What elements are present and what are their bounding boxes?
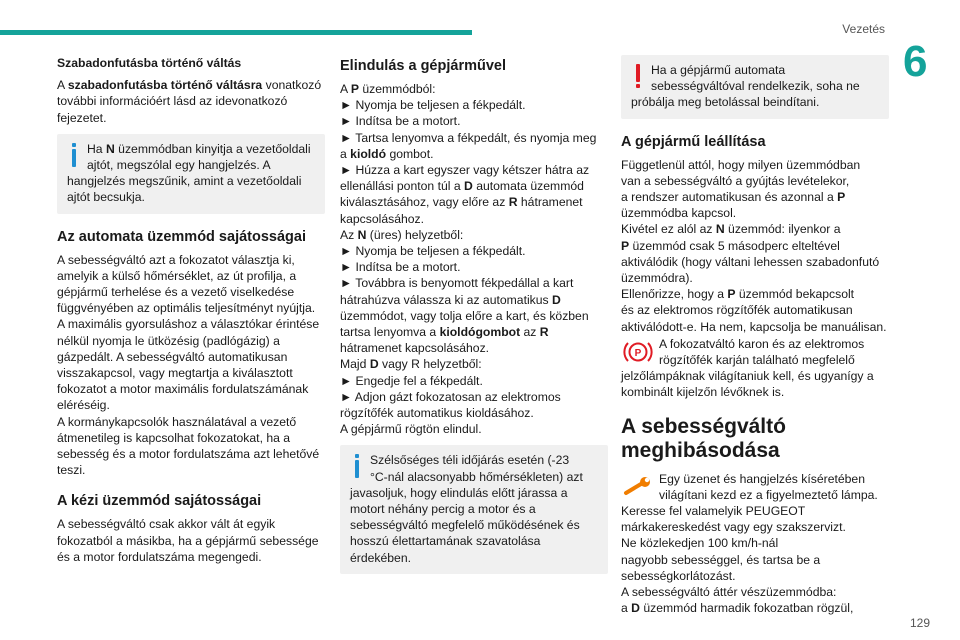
text-line bbox=[621, 238, 889, 254]
text-run: ajtót becsukja. bbox=[67, 190, 145, 205]
text-line: °C-nál alacsonyabb hőmérsékleten) azt bbox=[370, 469, 583, 484]
text-run: a bbox=[621, 601, 632, 616]
text-run: vagy R helyzetből: bbox=[378, 357, 482, 372]
text-run: és az elektromos rögzítőfék automatikusan bbox=[621, 303, 853, 318]
paragraph-auto-mode bbox=[57, 252, 325, 479]
text-run: ► Tartsa lenyomva a fékpedált, és nyomja meg bbox=[340, 130, 597, 145]
text-line: A fokozatváltó karon és az elektromos bbox=[659, 336, 865, 351]
info-note-door-text bbox=[67, 141, 317, 206]
text-line: A kormánykapcsolók használatával a vezető bbox=[57, 414, 297, 429]
heading-auto-mode: Az automata üzemmód sajátosságai bbox=[57, 228, 306, 245]
parking-brake-lamp-icon bbox=[621, 337, 655, 367]
text-line: Szélsőséges téli időjárás esetén (-23 bbox=[370, 453, 570, 468]
text-line: és a motor fordulatszáma megengedi. bbox=[57, 549, 262, 564]
text-line bbox=[621, 270, 889, 286]
text-run: sebességkorlátozást. bbox=[621, 568, 736, 583]
text-line bbox=[340, 113, 608, 129]
text-run: A gépjármű rögtön elindul. bbox=[340, 422, 482, 437]
text-run: hátramenet bbox=[517, 195, 583, 210]
text-line bbox=[340, 275, 608, 291]
text-line: fokozatot a motor maximális fordulatszámának bbox=[57, 382, 309, 397]
paragraph-manual-mode bbox=[57, 516, 325, 565]
info-note-door bbox=[57, 134, 325, 214]
text-line: A sebességváltó csak akkor vált át egyik bbox=[57, 517, 276, 532]
text-run: automata üzemmód bbox=[472, 179, 584, 194]
text-line bbox=[621, 189, 889, 205]
text-run: Ha bbox=[87, 141, 106, 156]
text-run: ► Nyomja be teljesen a fékpedált. bbox=[340, 98, 526, 113]
paragraph-fault bbox=[621, 503, 889, 616]
text-run: ► Adjon gázt fokozatosan az elektromos bbox=[340, 389, 561, 404]
heading-stopping: A gépjármű leállítása bbox=[621, 133, 766, 150]
text-run: ► Indítsa be a motort. bbox=[340, 114, 461, 129]
chapter-number: 6 bbox=[903, 37, 928, 86]
text-run: üzemmód csak 5 másodperc elteltével bbox=[629, 238, 840, 253]
text-run: hátrahúzva válassza ki az automatikus bbox=[340, 292, 553, 307]
text-line: Ha a gépjármű automata bbox=[651, 63, 786, 77]
text-line bbox=[621, 519, 889, 535]
text-line bbox=[621, 221, 889, 237]
bold-text: N bbox=[357, 227, 367, 242]
text-run: üzemmód bekapcsolt bbox=[735, 287, 855, 302]
text-run: ► Húzza a kart egyszer vagy kétszer hátra az bbox=[340, 163, 590, 178]
text-line: sebességváltó megfelelő működésének és bbox=[350, 518, 580, 533]
text-run: hangjelzés megszűnik, amint a vezetőoldali bbox=[67, 174, 302, 189]
bold-text: N bbox=[105, 141, 115, 156]
text-run: fejezetet. bbox=[57, 110, 107, 125]
text-run: Függetlenül attól, hogy milyen üzemmódban bbox=[621, 157, 861, 172]
fault-icon-text bbox=[621, 471, 889, 503]
lamp-paragraph-text bbox=[621, 336, 889, 401]
text-line bbox=[340, 130, 608, 146]
text-run: rögzítőfék automatikus kioldásához. bbox=[340, 406, 534, 421]
text-line: világítani kezd ez a figyelmeztető lámpa. bbox=[659, 487, 878, 502]
text-line: átmenetileg is kapcsolhat fokozatokat, ha a bbox=[57, 430, 291, 445]
text-run: tartsa lenyomva a bbox=[340, 325, 440, 340]
text-run: kapcsolásához. bbox=[340, 211, 425, 226]
bold-text: D bbox=[631, 601, 640, 616]
paragraph-starting bbox=[340, 81, 608, 437]
text-line: visszakapcsol, vagy megtartja a kiválasztott bbox=[57, 366, 293, 381]
text-run: ► Továbbra is benyomott fékpedállal a kart bbox=[340, 276, 574, 291]
bold-text: D bbox=[464, 179, 473, 194]
text-run: A bbox=[57, 78, 68, 93]
text-run: a bbox=[340, 146, 351, 161]
bold-text: N bbox=[715, 222, 725, 237]
text-line bbox=[340, 97, 608, 113]
text-run: van a sebességváltó a gyújtás levételekor, bbox=[621, 173, 850, 188]
text-line bbox=[621, 286, 889, 302]
page-number: 129 bbox=[909, 616, 930, 630]
text-line bbox=[621, 319, 889, 335]
text-line bbox=[340, 292, 608, 308]
text-run: üzemmód: ilyenkor a bbox=[724, 222, 841, 237]
text-line bbox=[340, 356, 608, 372]
text-run: üzemmód harmadik fokozatban rögzül, bbox=[639, 601, 854, 616]
text-line bbox=[340, 162, 608, 178]
text-line bbox=[621, 600, 889, 616]
text-line bbox=[340, 421, 608, 437]
bold-text: R bbox=[508, 195, 518, 210]
text-line bbox=[340, 373, 608, 389]
paragraph-freewheel bbox=[57, 77, 325, 126]
text-run: hátramenet kapcsolásához. bbox=[340, 341, 490, 356]
bold-text: kioldó bbox=[350, 146, 387, 161]
info-note-winter-text bbox=[350, 452, 600, 565]
text-line bbox=[340, 227, 608, 243]
text-run: vonatkozó bbox=[262, 78, 322, 93]
text-line bbox=[340, 194, 608, 210]
svg-text:P: P bbox=[634, 347, 642, 359]
text-run: Az bbox=[340, 227, 358, 242]
text-line bbox=[57, 110, 325, 126]
text-line bbox=[67, 157, 317, 173]
text-run: az bbox=[520, 325, 540, 340]
text-line: sebesség és a motor fordulatszáma azt lehetővé bbox=[57, 447, 320, 462]
warning-icon bbox=[631, 64, 645, 94]
text-line bbox=[340, 146, 608, 162]
text-line: gépjármű terhelése és a vezető viselkedése bbox=[57, 285, 295, 300]
column-3 bbox=[621, 55, 889, 616]
heading-freewheel: Szabadonfutásba történő váltás bbox=[57, 56, 242, 70]
text-run: ellenállási ponton túl a bbox=[340, 179, 464, 194]
header-accent-bar bbox=[0, 30, 472, 35]
text-line: A maximális gyorsuláshoz a választókar érintése bbox=[57, 317, 320, 332]
heading-gearbox-fault: A sebességváltó meghibásodása bbox=[621, 414, 786, 462]
text-line: A sebességváltó azt a fokozatot választja ki, bbox=[57, 252, 295, 267]
text-run: ► Indítsa be a motort. bbox=[340, 260, 461, 275]
info-icon bbox=[67, 143, 81, 173]
text-line bbox=[340, 308, 608, 324]
text-line bbox=[621, 205, 889, 221]
lamp-paragraph bbox=[621, 336, 889, 401]
text-line bbox=[621, 157, 889, 173]
text-run: aktiválódik (hogy váltani lehessen szabadonfutó bbox=[621, 254, 880, 269]
bold-text: P bbox=[350, 82, 359, 96]
text-line: hosszú élettartamának szavatolása bbox=[350, 534, 541, 549]
text-run: üzemmódra). bbox=[621, 271, 693, 286]
text-run: kiválasztásához, vagy előre az bbox=[340, 195, 509, 210]
text-line bbox=[340, 243, 608, 259]
text-line bbox=[621, 552, 889, 568]
column-1 bbox=[57, 55, 325, 565]
text-line: fokozatból a másikba, ha a gépjármű sebessége bbox=[57, 533, 319, 548]
text-line bbox=[621, 535, 889, 551]
text-run: Kivétel ez alól az bbox=[621, 222, 716, 237]
text-run: aktiválódott-e. Ha nem, kapcsolja be manuálisan. bbox=[621, 319, 887, 334]
text-line: jelzőlámpáknak világítaniuk kell, és ugyanígy a bbox=[621, 369, 874, 384]
fault-icon-paragraph bbox=[621, 471, 889, 503]
text-line: érdekében. bbox=[350, 550, 411, 565]
text-line: kombinált kijelzőn lévőknek is. bbox=[621, 385, 785, 400]
text-run: üzemmódot, vagy tolja előre a kart, és közben bbox=[340, 308, 589, 323]
text-line bbox=[340, 340, 608, 356]
paragraph-stopping bbox=[621, 157, 889, 335]
text-line: nélkül nyomja le ütközésig (padlógázig) a bbox=[57, 333, 280, 348]
warning-note-text bbox=[631, 62, 881, 111]
text-run: ajtót, megszólal egy hangjelzés. A bbox=[87, 158, 271, 173]
text-line bbox=[67, 173, 317, 189]
text-line bbox=[621, 254, 889, 270]
bold-text: kioldógombot bbox=[439, 325, 521, 340]
text-line bbox=[340, 405, 608, 421]
column-2 bbox=[340, 55, 608, 580]
text-line: Egy üzenet és hangjelzés kíséretében bbox=[659, 471, 865, 486]
text-line: sebességváltóval rendelkezik, soha ne bbox=[651, 79, 860, 94]
text-line: függvényében az optimális teljesítményt nyújtja. bbox=[57, 301, 316, 316]
bold-text: szabadonfutásba történő váltásra bbox=[67, 78, 263, 93]
bold-text: D bbox=[369, 357, 379, 372]
text-run: a rendszer automatikusan és azonnal a bbox=[621, 190, 838, 205]
bold-text: P bbox=[837, 190, 846, 205]
text-line bbox=[57, 77, 325, 93]
text-line bbox=[340, 389, 608, 405]
text-line bbox=[340, 81, 608, 97]
text-line bbox=[340, 178, 608, 194]
text-run: márkakereskedést vagy egy szakszervizt. bbox=[621, 520, 846, 535]
bold-text: P bbox=[727, 287, 736, 302]
text-run: üzemmódban kinyitja a vezetőoldali bbox=[114, 141, 311, 156]
text-line bbox=[57, 93, 325, 109]
text-line bbox=[67, 189, 317, 205]
text-line bbox=[621, 503, 889, 519]
text-line: teszi. bbox=[57, 463, 86, 478]
text-run: Keresse fel valamelyik PEUGEOT bbox=[621, 504, 806, 519]
text-line: motort néhány percig a motor és a bbox=[350, 502, 536, 517]
text-line: gázpedált. A sebességváltó automatikusan bbox=[57, 349, 288, 364]
text-line bbox=[340, 211, 608, 227]
heading-manual-mode: A kézi üzemmód sajátosságai bbox=[57, 493, 262, 510]
text-line: amelyik a külső hőmérséklet, az út profilja, a bbox=[57, 268, 297, 283]
text-run: Ne közlekedjen 100 km/h-nál bbox=[621, 536, 779, 551]
heading-starting: Elindulás a gépjárművel bbox=[340, 58, 506, 74]
wrench-icon bbox=[621, 472, 655, 502]
text-line: rögzítőfék karján található megfelelő bbox=[659, 353, 855, 368]
text-run: gombot. bbox=[386, 146, 434, 161]
text-line bbox=[621, 568, 889, 584]
text-run: üzemmódból: bbox=[358, 82, 436, 96]
warning-note-push-start bbox=[621, 55, 889, 119]
text-run: ► Nyomja be teljesen a fékpedált. bbox=[340, 244, 526, 259]
text-run: további információért lásd az idevonatkozó bbox=[57, 94, 288, 109]
text-line: javasoljuk, hogy elindulás előtt járassa a bbox=[350, 485, 568, 500]
text-run: (üres) helyzetből: bbox=[366, 227, 464, 242]
bold-text: P bbox=[621, 238, 630, 253]
text-line bbox=[67, 141, 317, 157]
text-line: próbálja meg betolással beindítani. bbox=[631, 95, 820, 110]
info-icon bbox=[350, 454, 364, 484]
text-run: A bbox=[340, 82, 351, 96]
text-line bbox=[340, 324, 608, 340]
bold-text: R bbox=[539, 325, 549, 340]
section-title: Vezetés bbox=[842, 22, 885, 36]
text-line bbox=[621, 302, 889, 318]
info-note-winter bbox=[340, 445, 608, 573]
text-line bbox=[621, 173, 889, 189]
text-line bbox=[340, 259, 608, 275]
bold-text: D bbox=[552, 292, 561, 307]
text-run: Majd bbox=[340, 357, 370, 372]
text-run: üzemmódba kapcsol. bbox=[621, 206, 737, 221]
text-line: eléréséig. bbox=[57, 398, 110, 413]
text-run: ► Engedje fel a fékpedált. bbox=[340, 373, 483, 388]
text-run: nagyobb sebességgel, és tartsa be a bbox=[621, 552, 821, 567]
text-line bbox=[621, 584, 889, 600]
text-run: A sebességváltó áttér vészüzemmódba: bbox=[621, 585, 837, 600]
text-run: Ellenőrizze, hogy a bbox=[621, 287, 728, 302]
